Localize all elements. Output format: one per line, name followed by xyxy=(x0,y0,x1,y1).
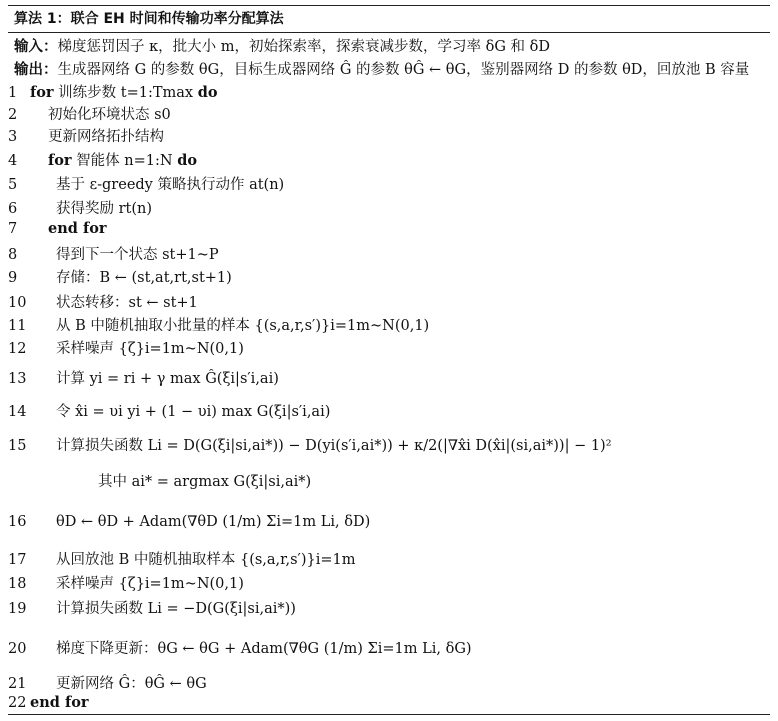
line-number: 19 xyxy=(8,601,27,617)
algorithm-line xyxy=(8,597,768,618)
line-number: 11 xyxy=(8,318,27,334)
algorithm-line xyxy=(8,291,768,312)
line-text: 其中 ai* = argmax G(ξi|si,ai*) xyxy=(98,474,312,490)
line-number: 10 xyxy=(8,295,27,311)
line-number: 4 xyxy=(8,153,18,169)
algorithm-line xyxy=(8,367,768,388)
line-text: 状态转移：st ← st+1 xyxy=(56,295,198,311)
algorithm-box xyxy=(8,5,770,82)
line-text: 智能体 n=1:N xyxy=(71,153,178,169)
line-content xyxy=(56,201,152,217)
algorithm-line xyxy=(8,672,768,693)
line-content xyxy=(56,404,330,420)
line-content xyxy=(56,552,356,568)
line-text: 更新网络拓扑结构 xyxy=(48,129,164,145)
line-number: 20 xyxy=(8,641,27,657)
algorithm-line xyxy=(8,173,768,194)
algorithm-line xyxy=(8,243,768,264)
algorithm-line xyxy=(8,81,768,102)
bottom-rule xyxy=(8,714,770,715)
line-number: 21 xyxy=(8,676,27,692)
output-text: 生成器网络 G 的参数 θG，目标生成器网络 Ĝ 的参数 θĜ ← θG，鉴别器网络 D 的参数 θD，回放池 B 容量 xyxy=(57,62,750,78)
line-number: 12 xyxy=(8,341,27,357)
line-text: 存储：B ← (st,at,rt,st+1) xyxy=(56,270,232,286)
line-content xyxy=(56,341,244,357)
line-number: 16 xyxy=(8,514,27,530)
input-label: 输入： xyxy=(14,39,58,55)
algorithm-line xyxy=(8,434,768,455)
line-number: 15 xyxy=(8,438,27,454)
line-content xyxy=(56,177,284,193)
line-number: 22 xyxy=(8,695,27,711)
algorithm-line xyxy=(8,149,768,170)
algorithm-line xyxy=(8,125,768,146)
line-text: 训练步数 t=1:Tmax xyxy=(53,85,198,101)
output-row xyxy=(8,59,770,82)
line-number: 17 xyxy=(8,552,27,568)
line-content xyxy=(56,371,279,387)
line-number: 5 xyxy=(8,177,18,193)
algorithm-line xyxy=(8,694,768,711)
algorithm-line xyxy=(8,314,768,335)
line-text: 初始化环境状态 s0 xyxy=(48,107,171,123)
line-number: 7 xyxy=(8,221,18,237)
line-text: 获得奖励 rt(n) xyxy=(56,201,153,217)
keyword: do xyxy=(197,84,218,101)
keyword: for xyxy=(48,152,72,169)
line-text: 梯度下降更新：θG ← θG + Adam(∇θG (1/m) Σi=1m Li, δG) xyxy=(56,641,472,657)
line-number: 18 xyxy=(8,576,27,592)
algorithm-line xyxy=(8,266,768,287)
line-text: 计算损失函数 Li = D(G(ξi|si,ai*)) − D(yi(s′i,ai*)) + κ/2(|∇x̂i D(x̂i|(si,ai*))| − 1)² xyxy=(56,438,612,454)
line-content xyxy=(56,676,207,692)
line-content xyxy=(30,85,218,101)
algorithm-title: 算法 1：联合 EH 时间和传输功率分配算法 xyxy=(14,11,284,27)
line-text: 从 B 中随机抽取小批量的样本 {(s,a,r,s′)}i=1m~N(0,1) xyxy=(56,318,430,334)
algorithm-line xyxy=(8,637,768,658)
line-content xyxy=(98,474,311,490)
line-content xyxy=(56,270,232,286)
line-number: 6 xyxy=(8,201,18,217)
line-content xyxy=(48,129,164,145)
line-content xyxy=(56,576,244,592)
keyword: for xyxy=(30,84,54,101)
line-number: 9 xyxy=(8,270,18,286)
algorithm-line xyxy=(8,400,768,421)
line-text: 基于 ε-greedy 策略执行动作 at(n) xyxy=(56,177,285,193)
line-content xyxy=(56,601,296,617)
algorithm-line xyxy=(8,470,768,491)
keyword: do xyxy=(177,152,197,169)
line-text: 采样噪声 {ζ}i=1m~N(0,1) xyxy=(56,341,244,357)
line-content xyxy=(56,438,612,454)
output-label: 输出： xyxy=(14,62,58,78)
title-rule xyxy=(8,32,770,33)
line-content xyxy=(30,695,89,711)
line-content xyxy=(56,247,219,263)
algorithm-line xyxy=(8,514,768,530)
input-text: 梯度惩罚因子 κ，批大小 m，初始探索率，探索衰减步数，学习率 δG 和 δD xyxy=(57,39,551,55)
line-content xyxy=(56,318,429,334)
algorithm-line xyxy=(8,572,768,593)
line-text: 计算损失函数 Li = −D(G(ξi|si,ai*)) xyxy=(56,601,296,617)
keyword: end for xyxy=(48,220,107,237)
algorithm-line xyxy=(8,548,768,569)
line-text: 令 x̂i = υi yi + (1 − υi) max G(ξi|s′i,ai) xyxy=(56,404,331,420)
line-number: 8 xyxy=(8,247,18,263)
line-number: 2 xyxy=(8,107,18,123)
algorithm-line xyxy=(8,197,768,218)
algorithm-line xyxy=(8,103,768,124)
input-row xyxy=(8,36,770,59)
line-text: θD ← θD + Adam(∇θD (1/m) Σi=1m Li, δD) xyxy=(56,514,371,530)
line-content xyxy=(48,153,197,169)
line-number: 13 xyxy=(8,371,27,387)
line-number: 3 xyxy=(8,129,18,145)
keyword: end for xyxy=(30,694,89,711)
line-text: 得到下一个状态 st+1~P xyxy=(56,247,219,263)
line-content xyxy=(56,514,370,530)
algorithm-line xyxy=(8,337,768,358)
line-text: 更新网络 Ĝ：θĜ ← θG xyxy=(56,676,207,692)
line-text: 从回放池 B 中随机抽取样本 {(s,a,r,s′)}i=1m xyxy=(56,552,356,568)
line-content xyxy=(48,221,107,237)
line-content xyxy=(48,107,171,123)
line-text: 采样噪声 {ζ}i=1m~N(0,1) xyxy=(56,576,244,592)
line-text: 计算 yi = ri + γ max Ĝ(ξi|s′i,ai) xyxy=(56,371,279,387)
line-number: 1 xyxy=(8,85,18,101)
line-content xyxy=(56,641,472,657)
line-number: 14 xyxy=(8,404,27,420)
algorithm-line xyxy=(8,220,768,237)
line-content xyxy=(56,295,198,311)
